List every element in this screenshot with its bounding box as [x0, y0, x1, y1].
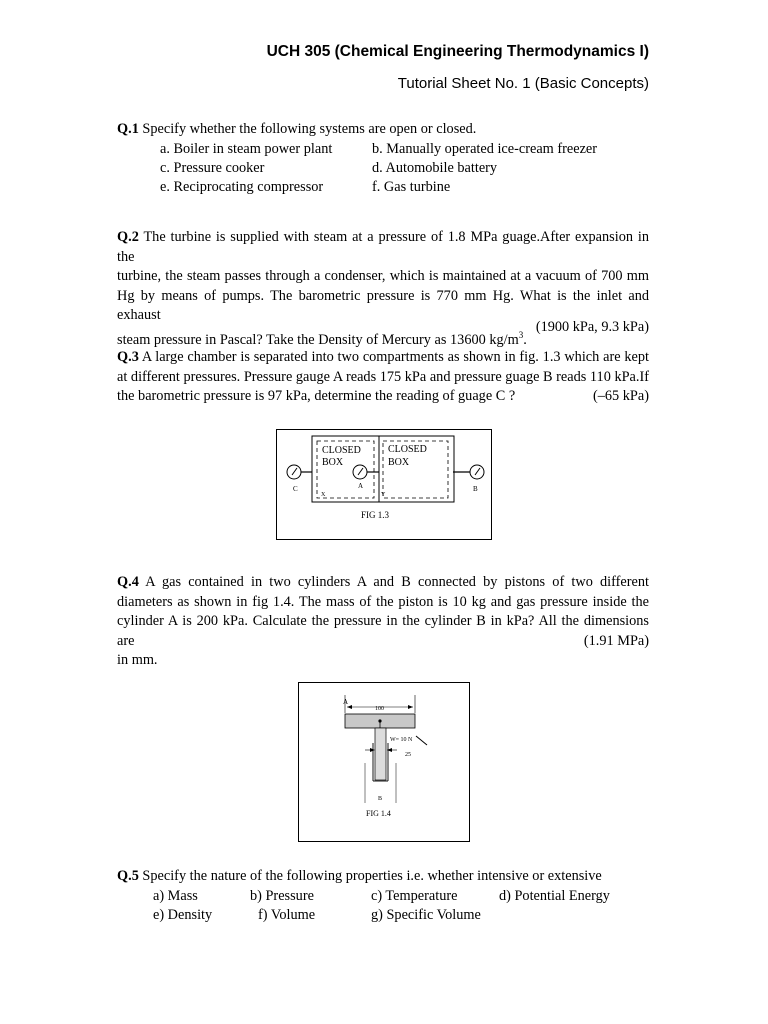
q1-option-c: c. Pressure cooker [160, 160, 265, 176]
question-line: diameters as shown in fig 1.4. The mass of the piston is 10 kg and gas pressure inside the [117, 593, 649, 610]
weight-label: W= 10 N [390, 737, 413, 743]
q1-option-a: a. Boiler in steam power plant [160, 141, 333, 157]
q1-option-b: b. Manually operated ice-cream freezer [372, 141, 598, 157]
figure-1-3-drawing [277, 430, 491, 539]
q1-option-d: d. Automobile battery [372, 160, 498, 176]
course-title: UCH 305 (Chemical Engineering Thermodynamics I) [266, 43, 649, 60]
q5-option-g: g) Specific Volume [371, 907, 481, 923]
cylinder-b-label: B [378, 796, 383, 802]
gauge-b-label: B [473, 485, 478, 493]
q5-option-e: e) Density [153, 907, 213, 923]
figure-1-4-drawing [299, 683, 469, 841]
question-line: in mm. [117, 652, 158, 668]
arrow-right-icon [408, 705, 413, 709]
question-line: the barometric pressure is 97 kPa, determine the reading of guage C ? [117, 388, 516, 404]
figure-caption: FIG 1.4 [366, 809, 391, 818]
q1-option-f: f. Gas turbine [372, 179, 451, 195]
question-number: Q.1 [117, 121, 139, 137]
q5-option-f: f) Volume [258, 907, 316, 923]
dimension-100-label: 100 [375, 706, 384, 712]
question-number: Q.4 [117, 574, 139, 590]
q5-option-a: a) Mass [153, 888, 198, 904]
dimension-25-label: 25 [405, 752, 411, 758]
weight-arrow-stroke [416, 736, 427, 745]
small-piston-rod [375, 728, 386, 780]
q5-option-b: b) Pressure [250, 888, 314, 904]
question-5 [117, 867, 649, 887]
compartment-y-label: Y [381, 492, 386, 498]
question-number: Q.5 [117, 868, 139, 884]
q5-option-d: d) Potential Energy [499, 888, 610, 904]
q1-option-e: e. Reciprocating compressor [160, 179, 324, 195]
question-3 [117, 348, 649, 407]
question-line: cylinder A is 200 kPa. Calculate the pressure in the cylinder B in kPa? All the dimensions are [117, 613, 649, 649]
question-text: Specify whether the following systems are open or closed. [142, 121, 477, 137]
figure-1-3 [276, 429, 492, 540]
right-box-label: CLOSED [388, 444, 427, 455]
gauge-a-label: A [358, 482, 364, 490]
figure-caption: FIG 1.3 [361, 510, 390, 520]
right-box-label: BOX [388, 457, 410, 468]
sheet-title: Tutorial Sheet No. 1 (Basic Concepts) [397, 75, 649, 92]
q2-answer: (1900 kPa, 9.3 kPa) [535, 319, 649, 335]
question-line: at different pressures. Pressure gauge A reads 175 kPa and pressure guage B reads 110 kPa.If [117, 368, 649, 385]
question-text: Specify the nature of the following properties i.e. whether intensive or extensive [142, 868, 602, 884]
question-1 [117, 120, 649, 140]
left-box-label: BOX [322, 457, 344, 468]
gauge-c-label: C [293, 485, 298, 493]
q5-option-c: c) Temperature [371, 888, 458, 904]
question-number: Q.2 [117, 229, 139, 245]
left-box-label: CLOSED [322, 445, 361, 456]
question-line: Q.4 A gas contained in two cylinders A and B connected by pistons of two different [117, 574, 649, 590]
question-4 [117, 573, 649, 671]
figure-1-4 [298, 682, 470, 842]
arrow-right-icon [370, 748, 375, 752]
question-line: Hg by means of pumps. The barometric pressure is 770 mm Hg. What is the inlet and exhaust [117, 287, 649, 323]
compartment-x-label: X [321, 492, 326, 498]
cylinder-a-label: A [343, 698, 349, 706]
q4-answer: (1.91 MPa) [583, 633, 649, 649]
question-number: Q.3 [117, 349, 139, 365]
question-line: Q.2 The turbine is supplied with steam at a pressure of 1.8 MPa guage.After expansion in the [117, 229, 649, 265]
q3-answer: (–65 kPa) [593, 388, 649, 404]
question-line: Q.3 A large chamber is separated into two compartments as shown in fig. 1.3 which are kept [117, 349, 649, 365]
question-line: steam pressure in Pascal? Take the Density of Mercury as 13600 $kg/m^3$. [117, 329, 527, 348]
question-line: turbine, the steam passes through a condenser, which is maintained at a vacuum of 700 mm [117, 268, 649, 284]
